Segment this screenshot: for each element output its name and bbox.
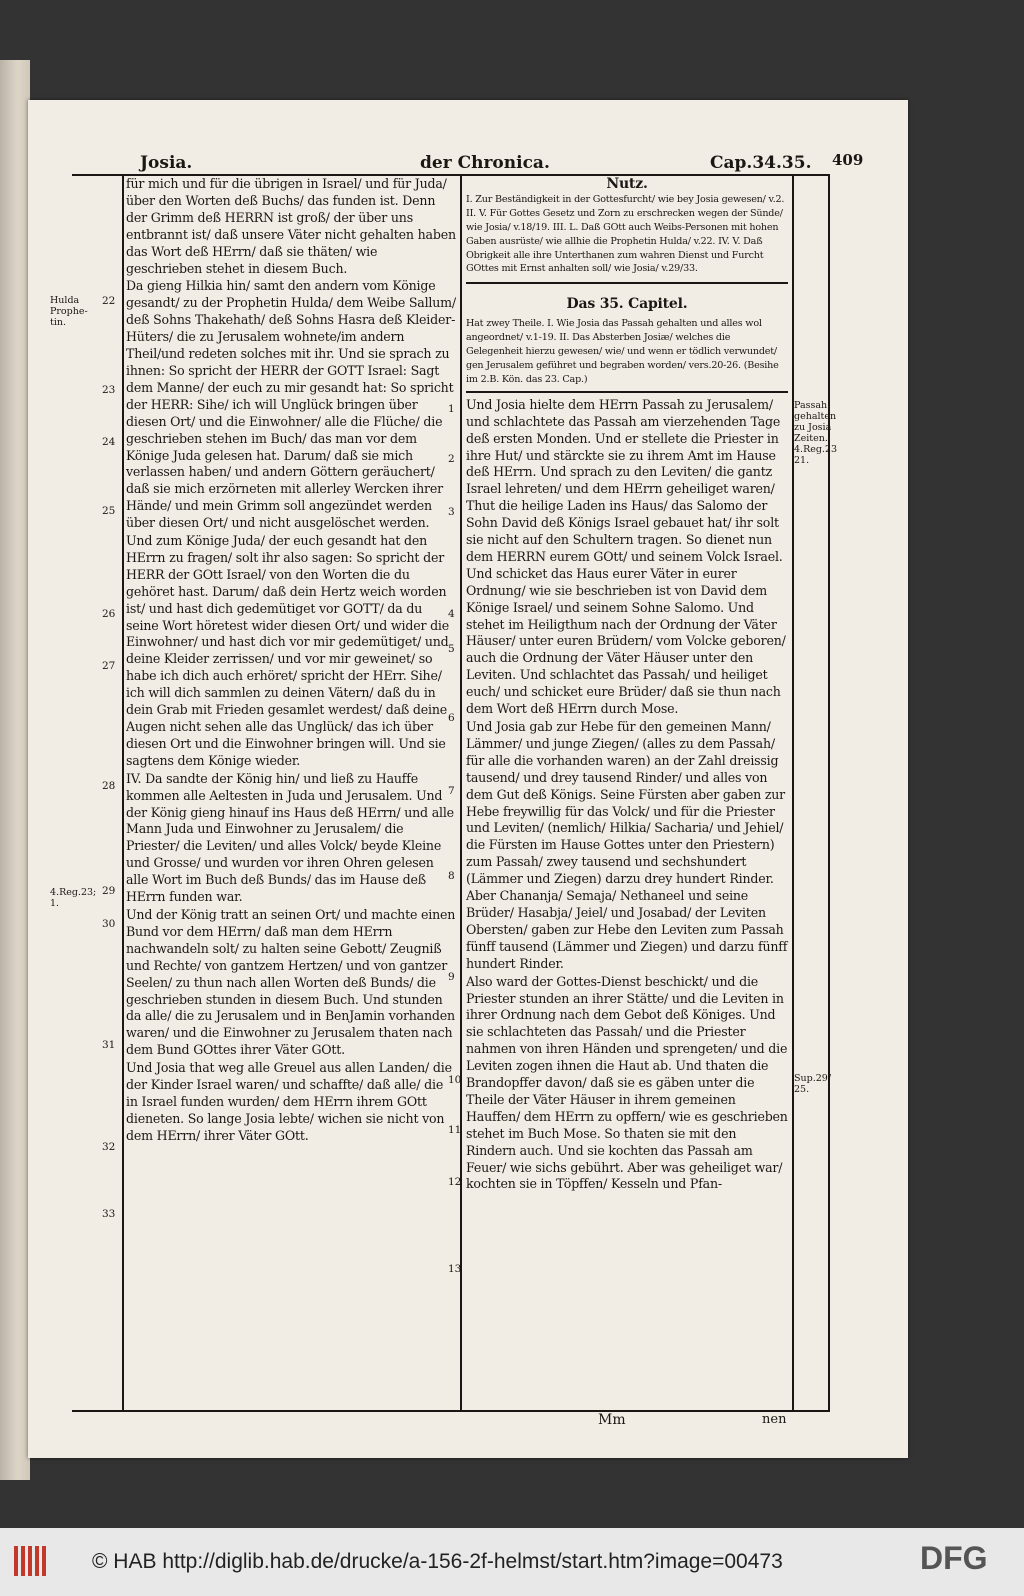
page-frame [50,148,870,1428]
right-paragraph: Und Josia gab zur Hebe für den gemeinen Mann/ Lämmer/ und junge Ziegen/ (alles zu dem Passah/ für alle die vorhanden waren) an der Zahl dreissig tausend/ und drey tausend Rinder/ und alles von dem Gut deß Königs. Seine Fürsten aber gaben zur Hebe freywillig für das Volck/ und für die Priester und Leviten/ (nemlich/ Hilkia/ Sacharia/ und Jehiel/ die Fürsten im Hause Gottes unter den Priestern) zum Passah/ zwey tausend und sechshundert (Lämmer und Ziegen) darzu drey hundert Rinder. Aber Chananja/ Semaja/ Nethaneel und seine Brüder/ Hasabja/ Jeiel/ und Josabad/ der Leviten Obersten/ gaben zur Hebe den Leviten zum Passah fünff tausend (Lämmer und Ziegen) und darzu fünff hundert Rinder. [466,719,788,971]
catchword: nen [762,1412,787,1427]
verse-number: 7 [448,785,455,797]
column-divider [460,174,462,1412]
left-paragraph: Und der König tratt an seinen Ort/ und machte einen Bund vor dem HErrn/ daß man dem HErrn nachwandeln solt/ zu halten seine Gebott/ Zeugniß und Rechte/ von gantzem Hertzen/ und von gantzer Seelen/ zu thun nach allen Worten deß Bunds/ die geschrieben stunden in diesem Buch. Und stunden da alle/ die zu Jerusalem und in BenJamin vorhanden waren/ und die Einwohner zu Jerusalem thaten nach dem Bund GOttes ihrer Väter GOtt. [126,906,456,1058]
verse-number: 1 [448,403,455,415]
signature-mark: Mm [598,1412,626,1428]
verse-number: 24 [102,436,116,448]
left-paragraph: für mich und für die übrigen in Israel/ und für Juda/ über den Worten deß Buchs/ das funden ist. Denn der Grimm deß HERRN ist groß/ der über uns entbrannt ist/ daß unsere Väter nicht gehalten haben das Wort deß HErrn/ daß sie thäten/ wie geschrieben stehet in diesem Buch. [126,176,456,276]
adjacent-page-edge [0,60,30,1480]
verse-number: 9 [448,971,455,983]
margin-note-passah: Passah gehalten zu Josia Zeiten. 4.Reg.23 21. [794,400,838,466]
footer-bar [0,1528,1024,1596]
verse-number: 6 [448,712,455,724]
header-right: Cap.34.35. [710,153,812,173]
right-paragraph: Und Josia hielte dem HErrn Passah zu Jerusalem/ und schlachtete das Passah am vierzehenden Tage deß ersten Monden. Und er stellete die Priester in ihre Hut/ und stärckte sie zu ihrem Amt im Hause deß HErrn. Und sprach zu den Leviten/ die gantz Israel lehreten/ und dem HErrn geheiliget waren/ Thut die heilige Laden ins Haus/ das Salomo der Sohn David deß Königs Israel gebauet hat/ ihr solt sie nicht auf den Schultern tragen. So dienet nun dem HERRN eurem GOtt/ und seinem Volck Israel. Und schicket das Haus eurer Väter in eurer Ordnung/ wie sie beschrieben ist von David dem Könige Israel/ und seinem Sohne Salomo. Und stehet im Heiligthum nach der Ordnung der Väter Häuser/ unter euren Brüdern/ vom Volcke geboren/ auch die Ordnung der Väter Häuser unter den Leviten. Und schlachtet das Passah/ und heiliget euch/ und schicket eure Brüder/ daß sie thun nach dem Wort deß HErrn durch Mose. [466,396,786,717]
verse-number: 26 [102,608,116,620]
header-center: der Chronica. [420,153,550,173]
left-paragraph: Und Josia that weg alle Greuel aus allen Landen/ die der Kinder Israel waren/ und schaffte/ daß alle/ die in Israel funden wurden/ dem HErrn ihrem GOtt dieneten. So lange Josia lebte/ wichen sie nicht von dem HErrn/ ihrer Väter GOtt. [126,1060,452,1143]
footer-link[interactable]: © HAB http://diglib.hab.de/drucke/a-156-2f-helmst/start.htm?image=00473 [92,1550,783,1573]
page-number: 409 [832,151,864,169]
verse-number: 4 [448,608,455,620]
left-paragraph: Da gieng Hilkia hin/ samt den andern vom Könige gesandt/ zu der Prophetin Hulda/ dem Weibe Sallum/ deß Sohns Thakehath/ deß Sohns Hasra deß Kleider-Hüters/ die zu Jerusalem wohnete/im andern Theil/und redeten solches mit ihr. Und sie sprach zu ihnen: So spricht der HERR der GOTT Israel: Sagt dem Manne/ der euch zu mir gesandt hat: So spricht der HERR: Sihe/ ich will Unglück bringen über diesen Ort/ und die Einwohner/ alle die Flüche/ die geschrieben stehen im Buch/ das man vor dem Könige Juda gelesen hat. Darum/ daß sie mich verlassen haben/ und andern Göttern geräuchert/ daß sie mich erzörneten mit allerley Wercken ihrer Hände/ und mein Grimm soll angezündet werden über diesen Ort/ und nicht ausgelöschet werden. [126,278,456,531]
verse-number: 29 [102,885,116,897]
right-outer-rule [828,174,830,1412]
verse-number: 13 [448,1263,462,1275]
verse-number: 3 [448,506,455,518]
verse-number: 31 [102,1039,116,1051]
verse-number: 10 [448,1074,462,1086]
verse-number: 32 [102,1141,116,1153]
running-header [70,148,890,174]
right-inner-rule [792,174,794,1412]
chapter-title: Das 35. Capitel. [566,296,688,313]
bottom-rule [72,1410,830,1412]
right-text-column [466,176,788,1193]
verse-number: 28 [102,780,116,792]
right-paragraph: Also ward der Gottes-Dienst beschickt/ und die Priester stunden an ihrer Stätte/ und die Leviten in ihrer Ordnung nach dem Gebot deß Königes. Und sie schlachteten das Passah/ und die Priester nahmen von ihren Händen und sprengeten/ und die Leviten zogen ihnen die Haut ab. Und thaten die Brandopffer davon/ daß sie es gäben unter die Theile der Väter Häuser in ihrem gemeinen Hauffen/ dem HErrn zu opffern/ wie es geschrieben stehet im Buch Mose. So thaten sie mit den Rindern auch. Und sie kochten das Passah am Feuer/ wie sichs gebührt. Aber was geheiliget war/ kochten sie in Töpffen/ Kesseln und Pfan- [466,973,788,1192]
hab-logo-icon [14,1544,48,1578]
left-inner-rule [122,174,124,1412]
verse-number: 5 [448,643,455,655]
nutz-heading: Nutz. [606,176,648,192]
nutz-text: I. Zur Beständigkeit in der Gottesfurcht/ wie bey Josia gewesen/ v.2. II. V. Für Gottes Gesetz und Zorn zu erschrecken wegen der Sünde/ wie Josia/ v.18/19. III. L. Daß GOtt auch Weibs-Personen mit hohen Gaben ausrüste/ wie allhie die Prophetin Hulda/ v.22. IV. V. Daß Obrigkeit alle ihre Unterthanen zum wahren Dienst und Furcht GOttes mit Ernst anhalten soll/ wie Josia/ v.29/33. [466,193,785,275]
section-rule [466,282,788,284]
margin-note-reg-left: 4.Reg.23; 1. [50,887,97,909]
verse-number: 12 [448,1176,462,1188]
verse-number: 27 [102,660,116,672]
chapter-summary: Hat zwey Theile. I. Wie Josia das Passah gehalten und alles wol angeordnet/ v.1-19. II. Das Absterben Josiæ/ welches die Gelegenheit hierzu gewesen/ wie/ und wenn er tödlich verwundet/ gen Jerusalem geführet und begraben worden/ vers.20-26. (Besihe im 2.B. Kön. das 23. Cap.) [466,318,779,385]
dfg-logo: DFG [920,1540,988,1576]
verse-number: 23 [102,384,116,396]
margin-note-sup: Sup.29/ 25. [794,1073,832,1095]
verse-number: 22 [102,295,116,307]
header-left: Josia. [140,153,193,173]
left-paragraph: Und zum Könige Juda/ der euch gesandt hat den HErrn zu fragen/ solt ihr also sagen: So spricht der HERR der GOtt Israel/ von den Worten die du gehöret hast. Darum/ daß dein Hertz weich worden ist/ und hast dich gedemütiget vor GOTT/ da du seine Wort höretest wider diesen Ort/ und wider die Einwohner/ und hast dich vor mir gedemütiget/ und deine Kleider zerrissen/ und vor mir geweinet/ so habe ich dich auch erhöret/ spricht der HErr. Sihe/ ich will dich sammlen zu deinen Vätern/ daß du in dein Grab mit Frieden gesamlet werdest/ daß deine Augen nicht sehen alle das Unglück/ das ich über diesen Ort und die Einwohner bringen will. Und sie sagtens dem Könige wieder. [126,533,450,768]
book-page [28,100,908,1458]
left-text-column [126,176,456,1145]
verse-number: 30 [102,918,116,930]
verse-number: 25 [102,505,116,517]
section-rule [466,391,788,393]
verse-number: 11 [448,1124,462,1136]
verse-number: 2 [448,453,455,465]
verse-number: 8 [448,870,455,882]
left-paragraph: IV. Da sandte der König hin/ und ließ zu Hauffe kommen alle Aeltesten in Juda und Jerusalem. Und der König gieng hinauf ins Haus deß HErrn/ und alle Mann Juda und Einwohner zu Jerusalem/ die Priester/ die Leviten/ und alles Volck/ beyde Kleine und Grosse/ und wurden vor ihren Ohren gelesen alle Wort im Buch deß Bunds/ das im Hause deß HErrn funden war. [126,770,454,905]
margin-note-hulda: Hulda Prophe-tin. [50,295,88,328]
verse-number: 33 [102,1208,116,1220]
